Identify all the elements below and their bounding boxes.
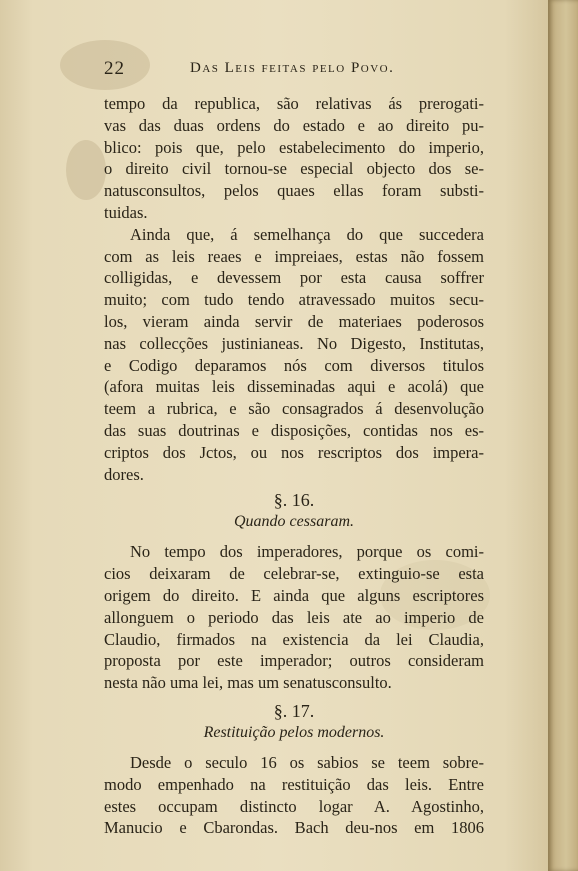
text-line: Desde o seculo 16 os sabios se teem sobre- (130, 752, 484, 772)
page-body (104, 93, 484, 839)
text-line: allonguem o periodo das leis ate ao imperio de (104, 607, 484, 627)
paragraph (104, 224, 484, 486)
section-title: Quando cessaram. (234, 513, 354, 531)
section-number: §. 17. (273, 700, 315, 721)
text-line: nas collecções justinianeas. No Digesto, Institutas, (104, 333, 484, 353)
text-line: nesta não uma lei, mas um senatusconsulto. (104, 673, 392, 693)
text-line: tuidas. (104, 202, 148, 222)
paper-stain (66, 140, 106, 200)
text-line: estes occupam distincto logar A. Agostinho, (104, 796, 484, 816)
text-line: Claudio, firmados na existencia da lei Claudia, (104, 629, 484, 649)
text-line: vas das duas ordens do estado e ao direito pu- (104, 115, 484, 135)
text-line: blico: pois que, pelo estabelecimento do imperio, (104, 137, 484, 157)
text-line: natusconsultos, pelos quaes ellas foram substi- (104, 181, 484, 201)
page-number: 22 (104, 58, 125, 79)
running-head: Das Leis feitas pelo Povo. (190, 60, 395, 76)
text-line: criptos dos Jctos, ou nos rescriptos dos impera- (104, 442, 484, 462)
section-title: Restituição pelos modernos. (203, 723, 385, 741)
text-line: Manucio e Cbarondas. Bach deu-nos em 1806 (104, 818, 484, 838)
section-number: §. 16. (273, 490, 315, 511)
text-line: No tempo dos imperadores, porque os comi- (130, 542, 484, 562)
text-line: e Codigo deparamos nós com diversos titulos (104, 355, 484, 375)
page-edge-stack (548, 0, 578, 871)
paragraph-continued (104, 93, 484, 224)
text-line: das suas doutrinas e disposições, contidas nos es- (104, 420, 484, 440)
text-line: teem a rubrica, e são consagrados á desenvolução (104, 399, 484, 419)
text-line: cios deixaram de celebrar-se, extinguio-se esta (104, 564, 484, 584)
text-line: modo empenhado na restituição das leis. Entre (104, 774, 484, 794)
text-line: dores. (104, 464, 144, 484)
paragraph (104, 752, 484, 839)
text-line: los, vieram ainda servir de materiaes poderosos (104, 311, 484, 331)
text-line: colligidas, e devessem por esta causa soffrer (104, 268, 484, 288)
text-line: (afora muitas leis disseminadas aqui e acolá) que (104, 377, 484, 397)
text-line: origem do direito. E ainda que alguns escriptores (104, 585, 484, 605)
text-line: tempo da republica, são relativas ás prerogati- (104, 94, 484, 113)
text-line: muito; com tudo tendo atravessado muitos secu- (104, 290, 484, 310)
text-line: proposta por este imperador; outros consideram (104, 651, 484, 671)
text-line: com as leis reaes e impreiaes, estas não fossem (104, 246, 484, 266)
paragraph (104, 541, 484, 694)
text-line: Ainda que, á semelhança do que succedera (130, 224, 484, 244)
page-header (104, 58, 484, 82)
text-line: o direito civil tornou-se especial objecto dos se- (104, 159, 484, 179)
